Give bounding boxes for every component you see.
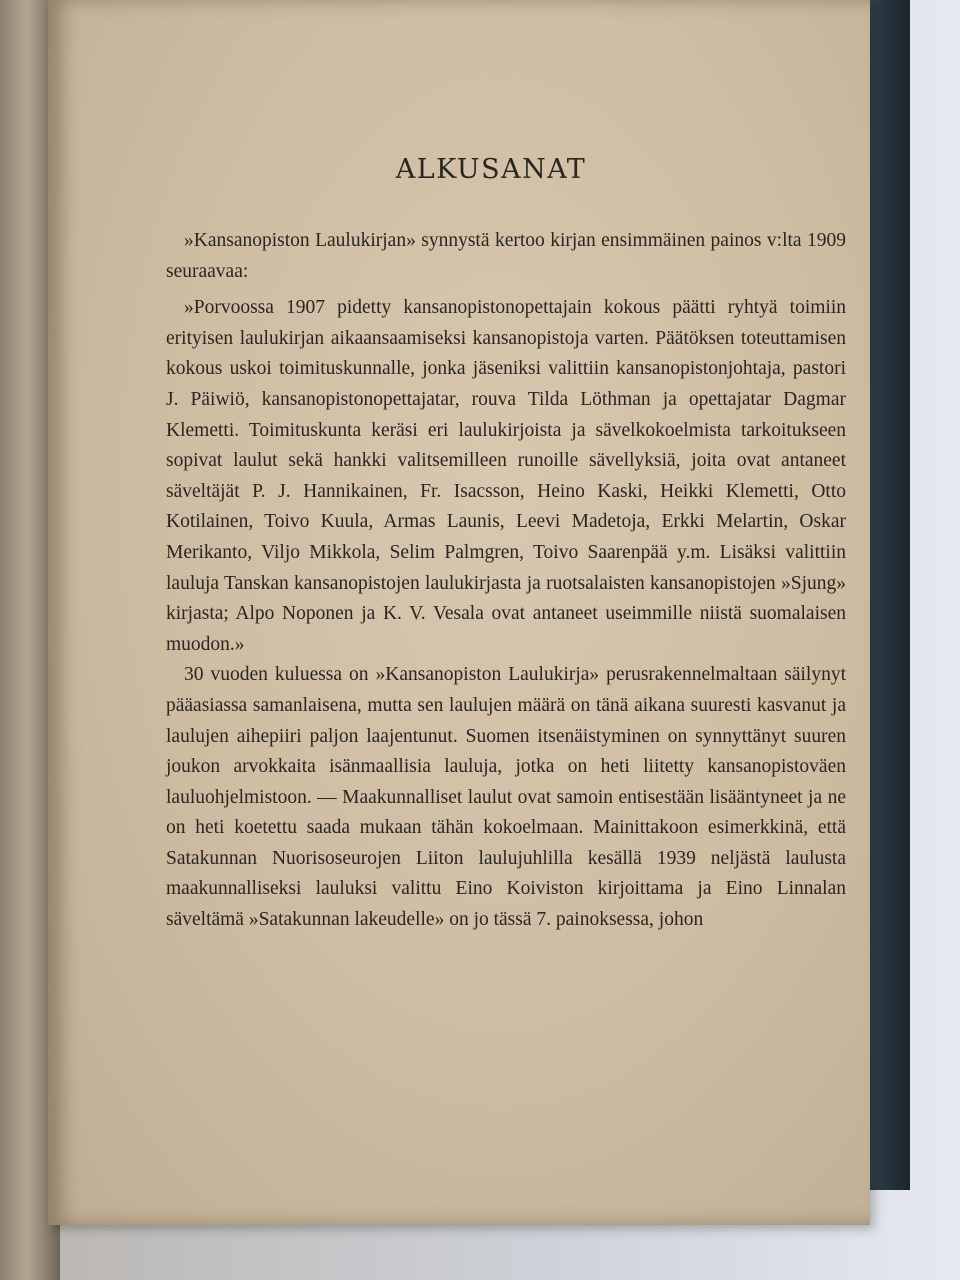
paragraph-history: 30 vuoden kuluessa on »Kansanopiston Laulukirja» perusrakennelmaltaan säilynyt pääasiassa samanlaisena, mutta sen laulujen määrä on tänä aikana suuresti kasvanut ja laulujen aihepiiri paljon laajentunut. Suomen itsenäistyminen on synnyttänyt suuren joukon arvokkaita isänmaallisia lauluja, jotka on heti liitetty kansanopistoväen lauluohjelmistoon. — Maakunnalliset laulut ovat samoin entisestään lisääntyneet ja ne on heti koetettu saada mukaan tähän kokoelmaan. Mainittakoon esimerkkinä, että Satakunnan Nuorisoseurojen Liiton laulujuhlilla kesällä 1939 neljästä laulusta maakunnalliseksi lauluksi valittu Eino Koiviston kirjoittama ja Eino Linnalan säveltämä »Satakunnan lakeudelle» on jo tässä 7. painoksessa, johon xyxy=(166,664,846,931)
paragraph-intro: »Kansanopiston Laulukirjan» synnystä kertoo kirjan ensimmäinen painos v:lta 1909 seuraavaa: xyxy=(166,230,846,282)
body-text xyxy=(166,226,846,936)
page-title: ALKUSANAT xyxy=(395,154,587,185)
paragraph-quote: »Porvoossa 1907 pidetty kansanopistonopettajain kokous päätti ryhtyä toimiin erityisen laulukirjan aikaansaamiseksi kansanopistoja varten. Päätöksen toteuttamisen kokous uskoi toimituskunnalle, jonka jäseniksi valittiin kansanopistonjohtaja, pastori J. Päiwiö, kansanopistonopettajatar, rouva Tilda Löthman ja opettajatar Dagmar Klemetti. Toimituskunta keräsi eri laulukirjoista ja sävelkokoelmista tarkoitukseen sopivat laulut sekä hankki valitsemilleen runoille sävellyksiä, joita ovat antaneet säveltäjät P. J. Hannikainen, Fr. Isacsson, Heino Kaski, Heikki Klemetti, Otto Kotilainen, Toivo Kuula, Armas Launis, Leevi Madetoja, Erkki Melartin, Oskar Merikanto, Viljo Mikkola, Selim Palmgren, Toivo Saarenpää y.m. Lisäksi valittiin lauluja Tanskan kansanopistojen laulukirjasta ja ruotsalaisten kansanopistojen »Sjung» kirjasta; Alpo Noponen ja K. V. Vesala ovat antaneet useimmille niistä suomalaisen muodon.» xyxy=(166,297,846,655)
book-page xyxy=(48,0,870,1225)
